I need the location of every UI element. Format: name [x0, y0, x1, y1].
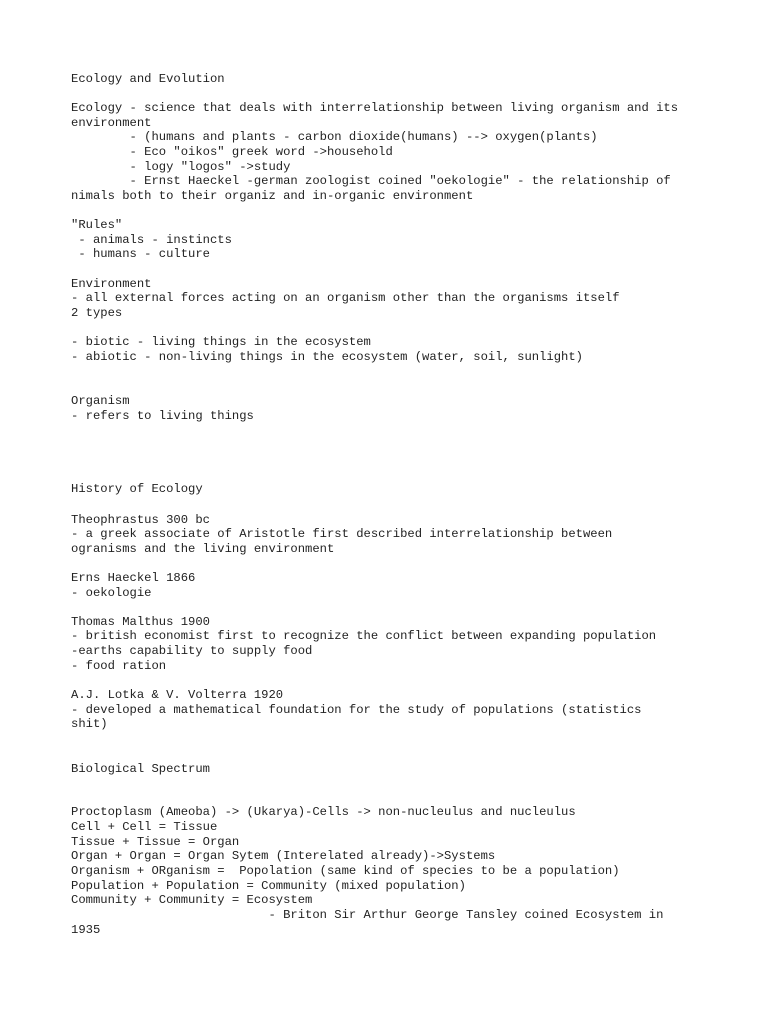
text-line: Cell + Cell = Tissue: [71, 820, 218, 834]
text-line: Thomas Malthus 1900: [71, 615, 210, 629]
section-heading: "Rules": [71, 218, 123, 232]
text-line: 1935: [71, 923, 101, 937]
text-line: - refers to living things: [71, 409, 254, 423]
text-line: Population + Population = Community (mixed population): [71, 879, 466, 893]
text-line: Theophrastus 300 bc: [71, 513, 210, 527]
text-line: - Eco "oikos" greek word ->household: [71, 145, 393, 159]
text-line: Organ + Organ = Organ Sytem (Interelated already)->Systems: [71, 849, 496, 863]
text-line: - biotic - living things in the ecosystem: [71, 335, 371, 349]
text-line: ogranisms and the living environment: [71, 542, 335, 556]
text-line: 2 types: [71, 306, 123, 320]
text-line: environment: [71, 116, 152, 130]
text-line: Community + Community = Ecosystem: [71, 893, 313, 907]
text-line: Organism + ORganism = Popolation (same kind of species to be a population): [71, 864, 620, 878]
section-heading: History of Ecology: [71, 482, 203, 496]
text-line: -earths capability to supply food: [71, 644, 313, 658]
text-line: Proctoplasm (Ameoba) -> (Ukarya)-Cells -> non-nucleulus and nucleulus: [71, 805, 576, 819]
text-line: - humans - culture: [71, 247, 210, 261]
section-heading: Environment: [71, 277, 152, 291]
text-line: Tissue + Tissue = Organ: [71, 835, 240, 849]
text-line: - Ernst Haeckel -german zoologist coined "oekologie" - the relationship of: [71, 174, 671, 188]
document-title: Ecology and Evolution: [71, 72, 225, 86]
text-line: - animals - instincts: [71, 233, 232, 247]
text-line: - food ration: [71, 659, 167, 673]
text-line: shit): [71, 717, 108, 731]
text-line: - (humans and plants - carbon dioxide(humans) --> oxygen(plants): [71, 130, 598, 144]
section-heading: Biological Spectrum: [71, 762, 210, 776]
section-heading: Organism: [71, 394, 130, 408]
text-line: - all external forces acting on an organism other than the organisms itself: [71, 291, 620, 305]
text-line: - british economist first to recognize the conflict between expanding population: [71, 629, 657, 643]
text-line: - oekologie: [71, 586, 152, 600]
text-line: - abiotic - non-living things in the ecosystem (water, soil, sunlight): [71, 350, 583, 364]
text-line: Erns Haeckel 1866: [71, 571, 196, 585]
text-line: - developed a mathematical foundation for the study of populations (statistics: [71, 703, 642, 717]
text-line: Ecology - science that deals with interrelationship between living organism and its: [71, 101, 679, 115]
text-line: - logy "logos" ->study: [71, 160, 291, 174]
text-line: A.J. Lotka & V. Volterra 1920: [71, 688, 284, 702]
text-line: - Briton Sir Arthur George Tansley coined Ecosystem in: [71, 908, 664, 922]
text-line: nimals both to their organiz and in-organic environment: [71, 189, 474, 203]
text-line: - a greek associate of Aristotle first described interrelationship between: [71, 527, 613, 541]
